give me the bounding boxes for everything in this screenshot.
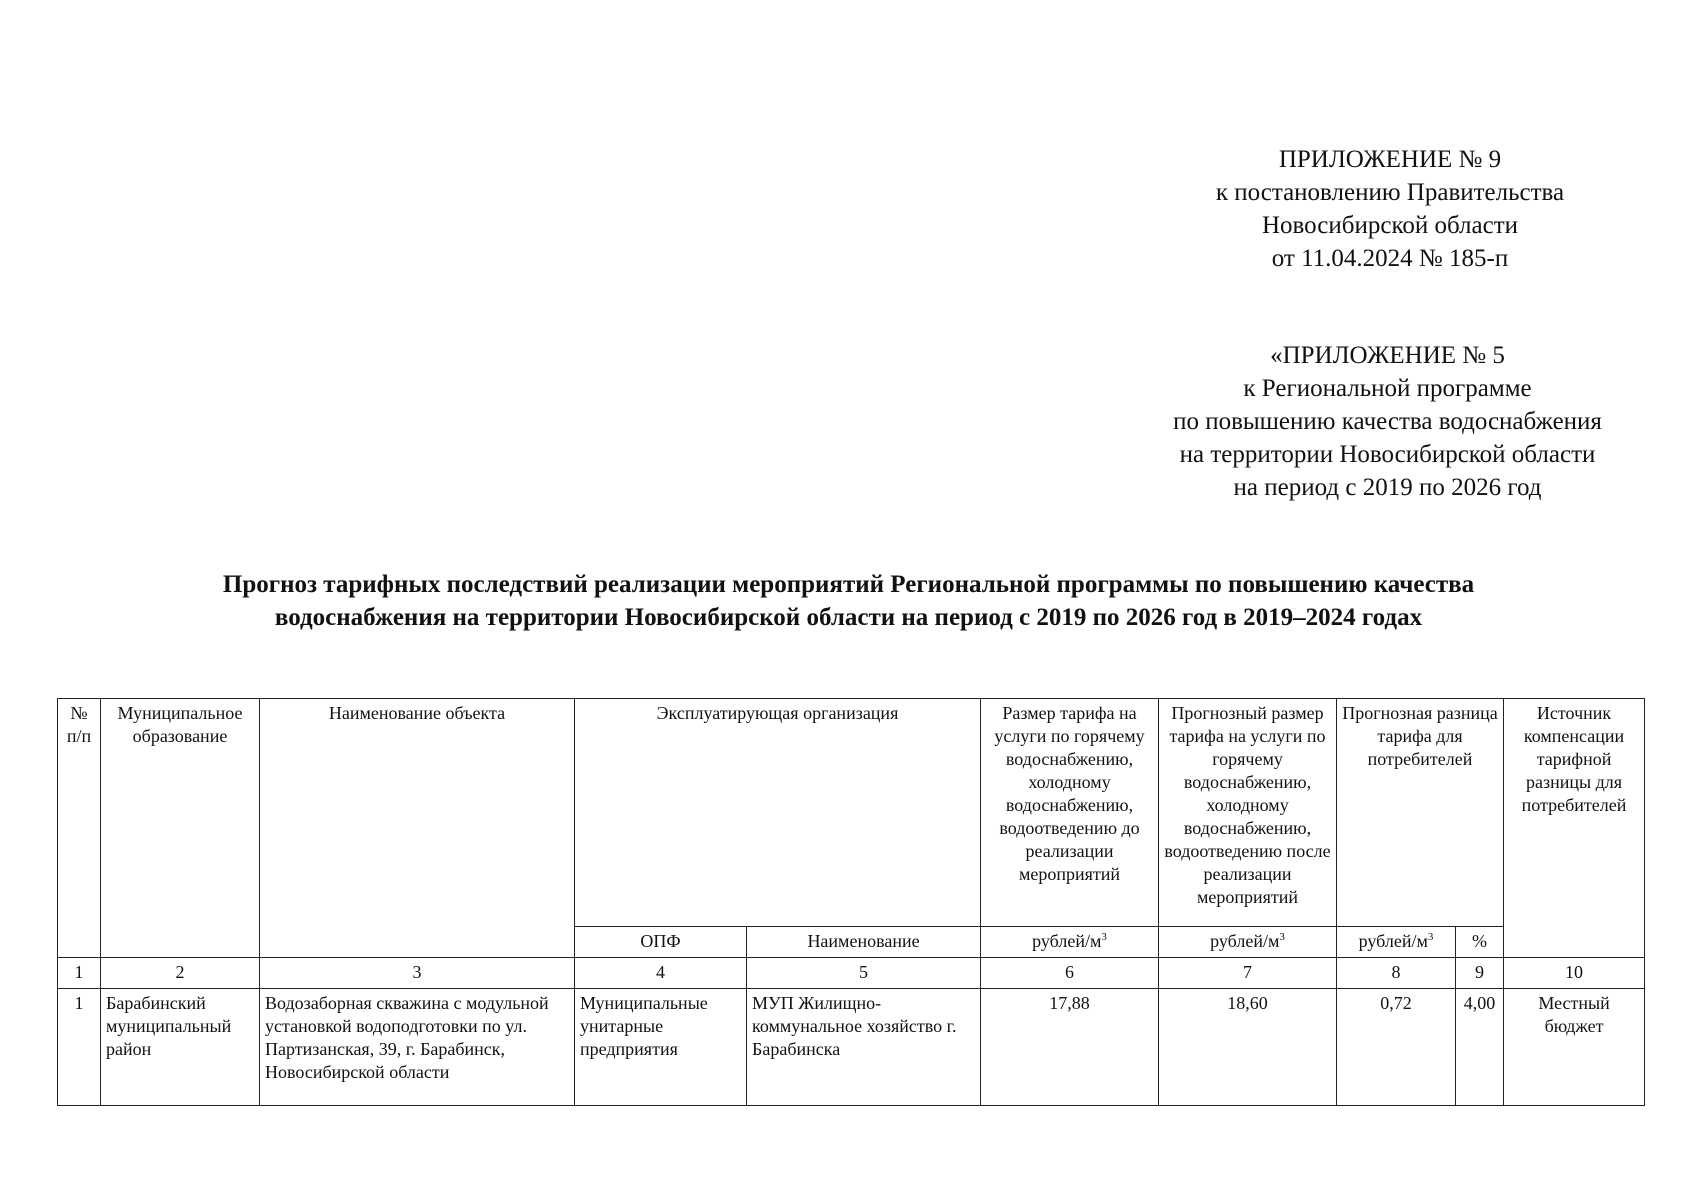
cell-tariff-before: 17,88 xyxy=(981,989,1159,1106)
cell-operator-name: МУП Жилищно-коммунальное хозяйство г. Барабинска xyxy=(747,989,981,1106)
annex-program-line: «ПРИЛОЖЕНИЕ № 5 xyxy=(1270,342,1505,369)
annex-header-line: Новосибирской области xyxy=(1261,212,1519,239)
annex-program xyxy=(1110,339,1665,504)
column-number: 6 xyxy=(981,958,1159,989)
annex-program-line: к Региональной программе xyxy=(1243,375,1532,402)
unit-tariff-before xyxy=(981,927,1159,958)
title-line: Прогноз тарифных последствий реализации мероприятий Региональной программы по повышению качества xyxy=(222,571,1475,598)
annex-header xyxy=(1140,143,1640,275)
column-number: 5 xyxy=(747,958,981,989)
annex-program-line: на территории Новосибирской области xyxy=(1179,441,1596,468)
column-number: 7 xyxy=(1159,958,1337,989)
header-municipality: Муниципальное образование xyxy=(101,699,260,958)
header-tariff-after: Прогнозный размер тарифа на услуги по горячему водоснабжению, холодному водоснабжению, водоотведению после реализации мероприятий xyxy=(1159,699,1337,927)
cell-opf: Муниципальные унитарные предприятия xyxy=(575,989,747,1106)
unit-diff-rub xyxy=(1337,927,1456,958)
cell-num: 1 xyxy=(58,989,101,1106)
cell-tariff-after: 18,60 xyxy=(1159,989,1337,1106)
cell-source: Местный бюджет xyxy=(1504,989,1645,1106)
annex-header-line: ПРИЛОЖЕНИЕ № 9 xyxy=(1278,146,1502,173)
annex-header-line: к постановлению Правительства xyxy=(1215,179,1565,206)
column-number: 4 xyxy=(575,958,747,989)
header-opf: ОПФ xyxy=(575,927,747,958)
unit-text: рублей/м xyxy=(1032,931,1102,951)
document-title xyxy=(60,568,1637,634)
title-line: водоснабжения на территории Новосибирской области на период с 2019 по 2026 год в 2019–2024 годах xyxy=(274,604,1423,631)
column-number: 1 xyxy=(58,958,101,989)
cell-diff-pct: 4,00 xyxy=(1456,989,1504,1106)
tariff-table xyxy=(57,698,1645,1106)
unit-sup: 3 xyxy=(1279,931,1285,943)
column-number-row xyxy=(58,958,1645,989)
header-difference: Прогнозная разница тарифа для потребителей xyxy=(1337,699,1504,927)
annex-program-line: на период с 2019 по 2026 год xyxy=(1233,474,1542,501)
table-row xyxy=(58,989,1645,1106)
unit-text: рублей/м xyxy=(1210,931,1280,951)
column-number: 9 xyxy=(1456,958,1504,989)
header-num: № п/п xyxy=(58,699,101,958)
header-object: Наименование объекта xyxy=(260,699,575,958)
header-operator: Эксплуатирующая организация xyxy=(575,699,981,927)
cell-diff-rub: 0,72 xyxy=(1337,989,1456,1106)
unit-diff-pct: % xyxy=(1456,927,1504,958)
annex-program-line: по повышению качества водоснабжения xyxy=(1173,408,1602,435)
unit-sup: 3 xyxy=(1427,931,1434,943)
column-number: 2 xyxy=(101,958,260,989)
header-source: Источник компенсации тарифной разницы для потребителей xyxy=(1504,699,1645,958)
annex-header-line: от 11.04.2024 № 185-п xyxy=(1271,245,1509,272)
unit-tariff-after xyxy=(1159,927,1337,958)
header-tariff-before: Размер тарифа на услуги по горячему водоснабжению, холодному водоснабжению, водоотведению до реализации мероприятий xyxy=(981,699,1159,927)
unit-text: рублей/м xyxy=(1358,931,1428,951)
column-number: 8 xyxy=(1337,958,1456,989)
unit-sup: 3 xyxy=(1101,931,1107,943)
column-number: 3 xyxy=(260,958,575,989)
column-number: 10 xyxy=(1504,958,1645,989)
cell-object: Водозаборная скважина с модульной установкой водоподготовки по ул. Партизанская, 39, г. Барабинск, Новосибирской области xyxy=(260,989,575,1106)
cell-municipality: Барабинский муниципальный район xyxy=(101,989,260,1106)
header-name: Наименование xyxy=(747,927,981,958)
